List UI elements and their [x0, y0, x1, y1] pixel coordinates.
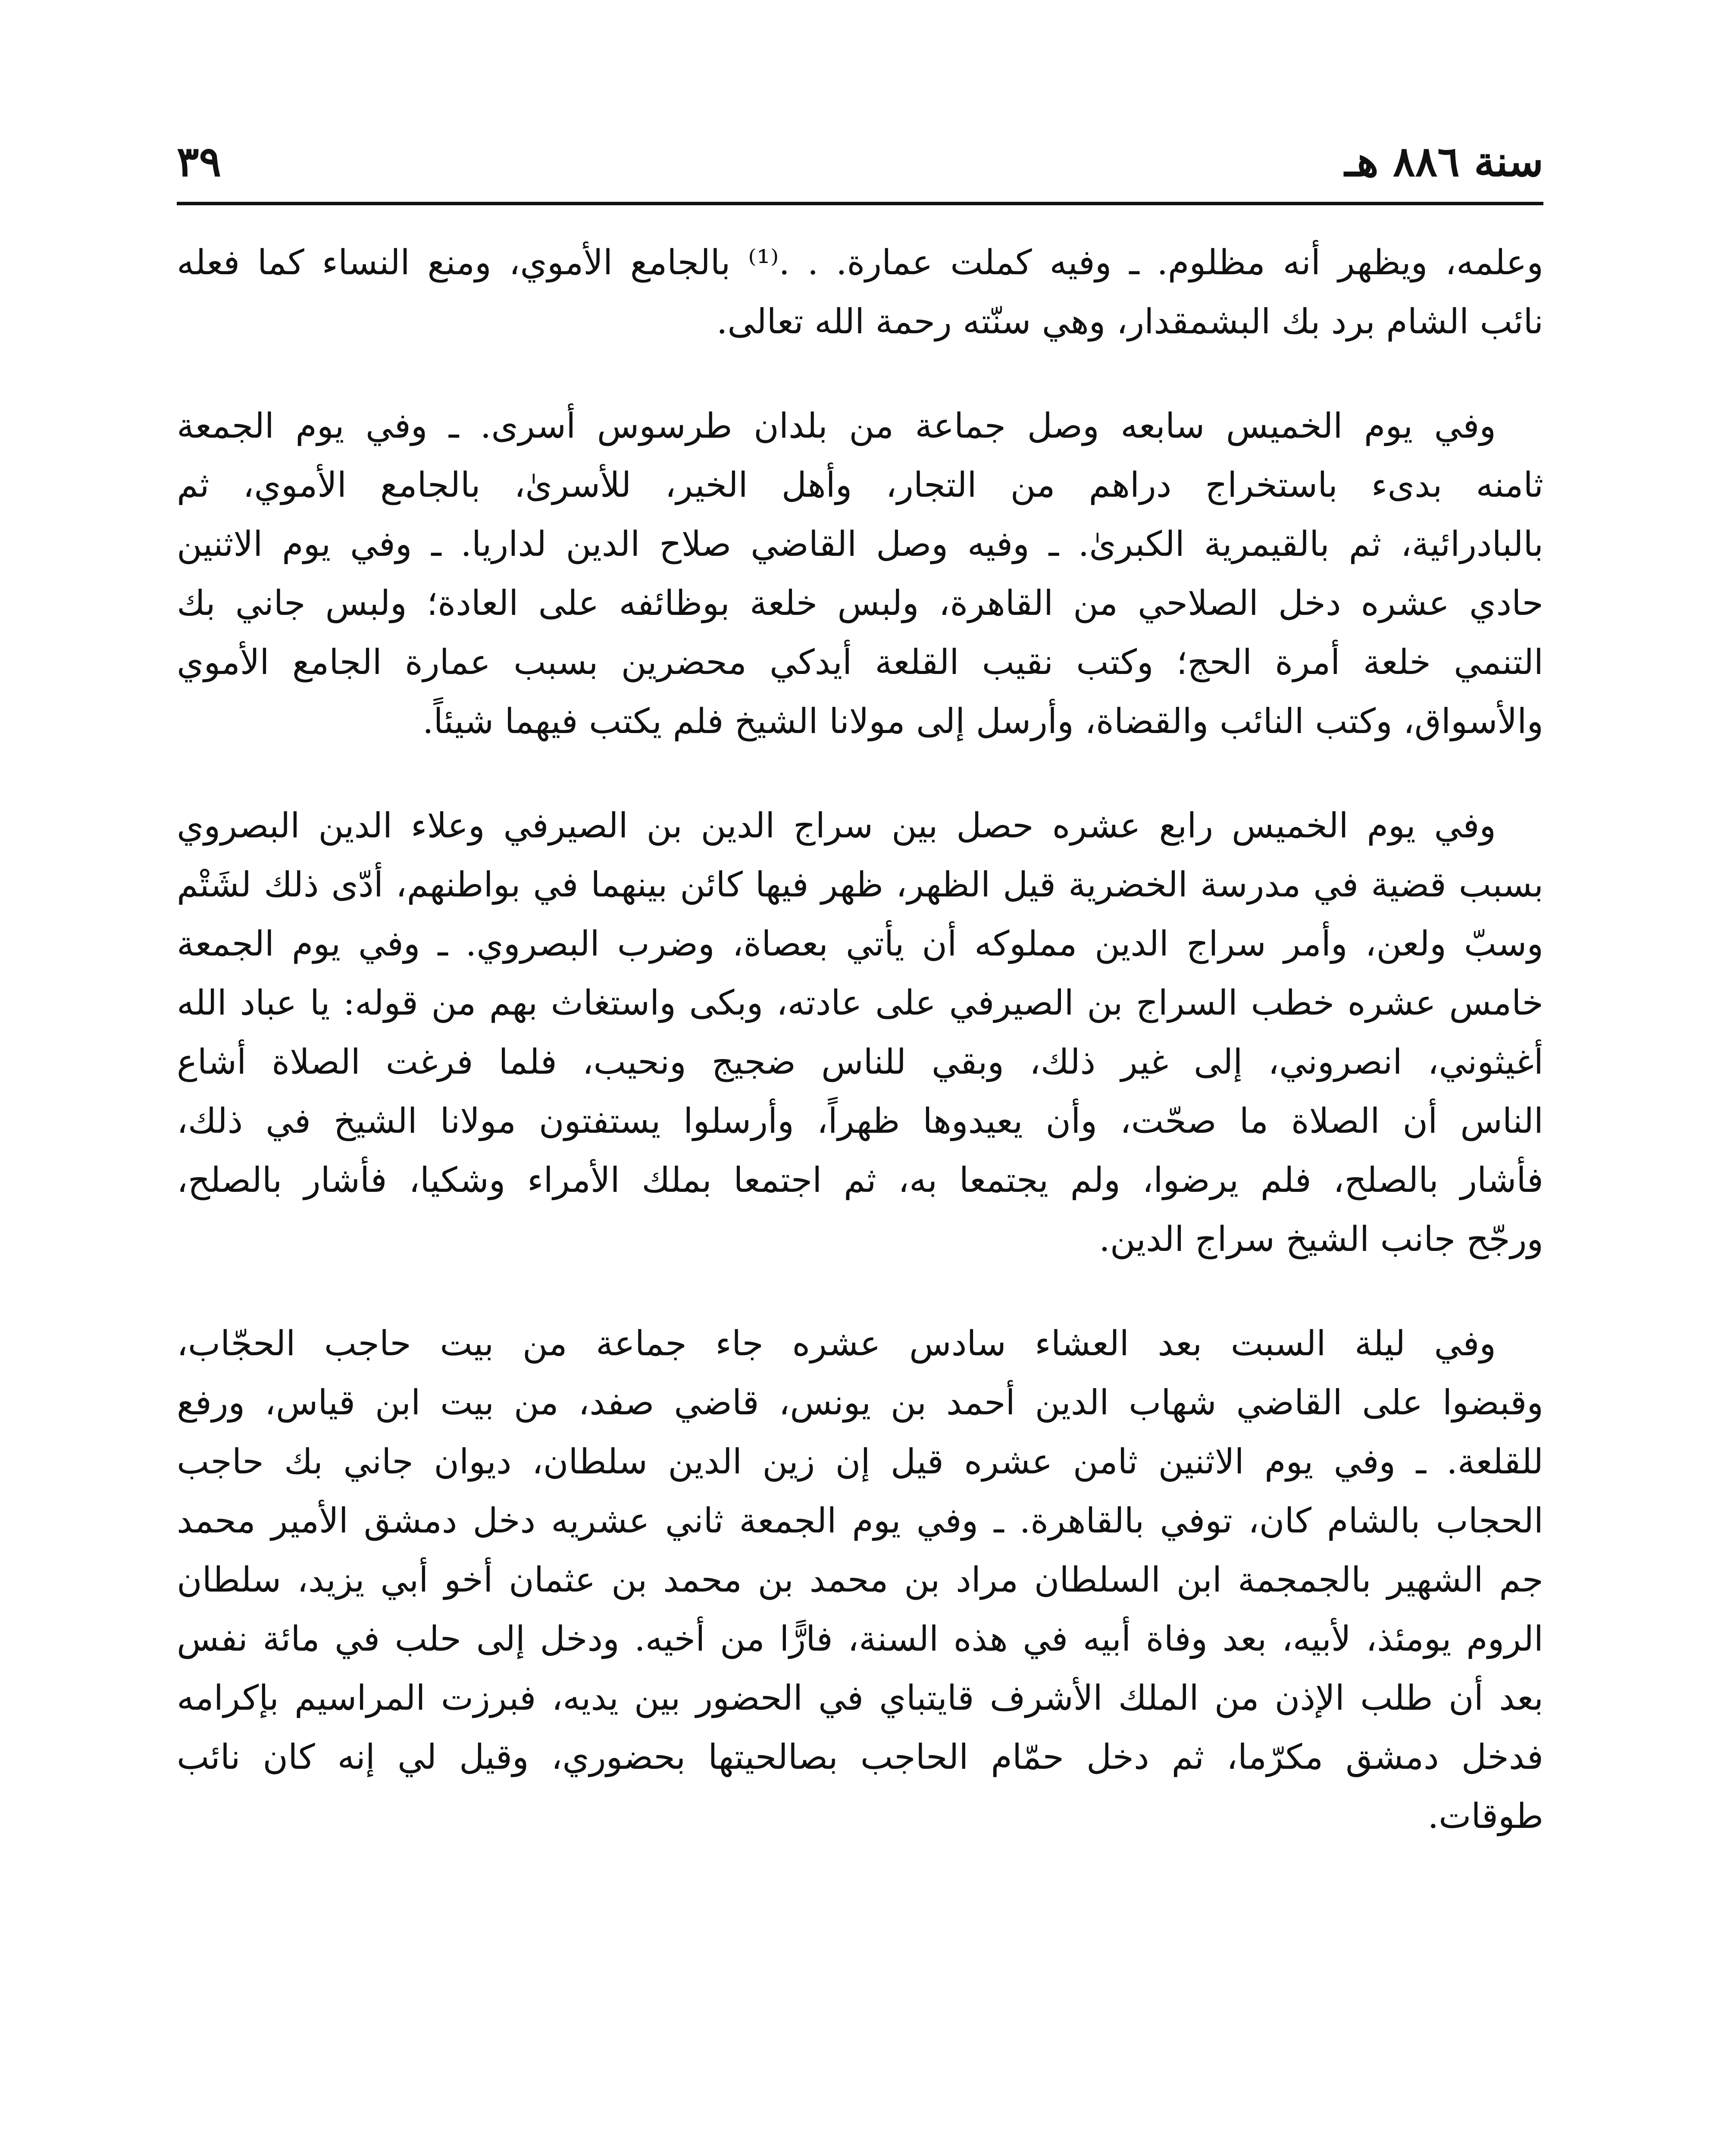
paragraph-4-line-9: طوقات. — [1427, 1796, 1543, 1836]
page-number: ٣٩ — [177, 137, 222, 186]
paragraph-3-line-3: وسبّ ولعن، وأمر سراج الدين مملوكه أن يأتي بعصاة، وضرب البصروي. ـ وفي يوم الجمعة — [177, 924, 1543, 964]
paragraph-4-line-8: فدخل دمشق مكرّما، ثم دخل حمّام الحاجب بصالحيتها بحضوري، وقيل لي إنه كان نائب — [177, 1737, 1544, 1777]
paragraph-4-line-7: بعد أن طلب الإذن من الملك الأشرف قايتباي في الحضور بين يديه، فبرزت المراسيم بإكرامه — [177, 1678, 1544, 1718]
paragraph-1-line-1: وعلمه، ويظهر أنه مظلوم. ـ وفيه كملت عمارة. . .⁽¹⁾ بالجامع الأموي، ومنع النساء كما فعله — [177, 242, 1543, 282]
paragraph-3-line-4: خامس عشره خطب السراج بن الصيرفي على عادته، وبكى واستغاث بهم من قوله: يا عباد الله — [177, 983, 1543, 1023]
page-header — [177, 129, 1543, 194]
paragraph-gap — [177, 751, 1543, 796]
paragraph-gap — [177, 1269, 1543, 1314]
paragraph-3-line-2: بسبب قضية في مدرسة الخضرية قيل الظهر، ظهر فيها كائن بينهما في بواطنهم، أدّى ذلك لشَتْم — [177, 865, 1543, 905]
paragraph-2-line-1: وفي يوم الخميس سابعه وصل جماعة من بلدان طرسوس أسرى. ـ وفي يوم الجمعة — [177, 406, 1496, 446]
running-head: سنة ٨٨٦ هـ — [1344, 137, 1543, 186]
paragraph-2-line-4: حادي عشره دخل الصلاحي من القاهرة، ولبس خلعة بوظائفه على العادة؛ ولبس جاني بك — [177, 583, 1543, 623]
paragraph-3-line-1: وفي يوم الخميس رابع عشره حصل بين سراج الدين بن الصيرفي وعلاء الدين البصروي — [177, 805, 1496, 846]
paragraph-4-line-3: للقلعة. ـ وفي يوم الاثنين ثامن عشره قيل إن زين الدين سلطان، ديوان جاني بك حاجب — [177, 1442, 1543, 1482]
paragraph-4-line-4: الحجاب بالشام كان، توفي بالقاهرة. ـ وفي يوم الجمعة ثاني عشريه دخل دمشق الأمير محمد — [177, 1501, 1543, 1541]
paragraph-2-line-2: ثامنه بدىء باستخراج دراهم من التجار، وأهل الخير، للأسرىٰ، بالجامع الأموي، ثم — [177, 465, 1543, 505]
paragraph-4-line-5: جم الشهير بالجمجمة ابن السلطان مراد بن محمد بن محمد بن عثمان أخو أبي يزيد، سلطان — [177, 1560, 1543, 1600]
paragraph-3-line-8: ورجّح جانب الشيخ سراج الدين. — [1099, 1219, 1543, 1259]
paragraph-4-line-1: وفي ليلة السبت بعد العشاء سادس عشره جاء جماعة من بيت حاجب الحجّاب، — [177, 1323, 1496, 1363]
paragraph-4-line-2: وقبضوا على القاضي شهاب الدين أحمد بن يونس، قاضي صفد، من بيت ابن قياس، ورفع — [177, 1382, 1543, 1423]
body-text — [177, 233, 1543, 1846]
paragraph-4-line-6: الروم يومئذ، لأبيه، بعد وفاة أبيه في هذه السنة، فارًّا من أخيه. ودخل إلى حلب في مائة نفس — [177, 1619, 1543, 1659]
paragraph-3-line-6: الناس أن الصلاة ما صحّت، وأن يعيدوها ظهراً، وأرسلوا يستفتون مولانا الشيخ في ذلك، — [177, 1101, 1544, 1141]
paragraph-3-line-5: أغيثوني، انصروني، إلى غير ذلك، وبقي للناس ضجيج ونحيب، فلما فرغت الصلاة أشاع — [177, 1042, 1543, 1082]
paragraph-3-line-7: فأشار بالصلح، فلم يرضوا، ولم يجتمعا به، ثم اجتمعا بملك الأمراء وشكيا، فأشار بالصلح، — [177, 1160, 1543, 1200]
paragraph-1-line-2: نائب الشام برد بك البشمقدار، وهي سنّته رحمة الله تعالى. — [716, 301, 1543, 342]
paragraph-2-line-5: التنمي خلعة أمرة الحج؛ وكتب نقيب القلعة أيدكي محضرين بسبب عمارة الجامع الأموي — [177, 642, 1543, 682]
paragraph-2-line-3: بالبادرائية، ثم بالقيمرية الكبرىٰ. ـ وفيه وصل القاضي صلاح الدين لداريا. ـ وفي يوم الاثنين — [177, 524, 1543, 564]
paragraph-2-line-6: والأسواق، وكتب النائب والقضاة، وأرسل إلى مولانا الشيخ فلم يكتب فيهما شيئاً. — [422, 701, 1543, 741]
paragraph-gap — [177, 351, 1543, 396]
header-rule — [177, 202, 1543, 205]
